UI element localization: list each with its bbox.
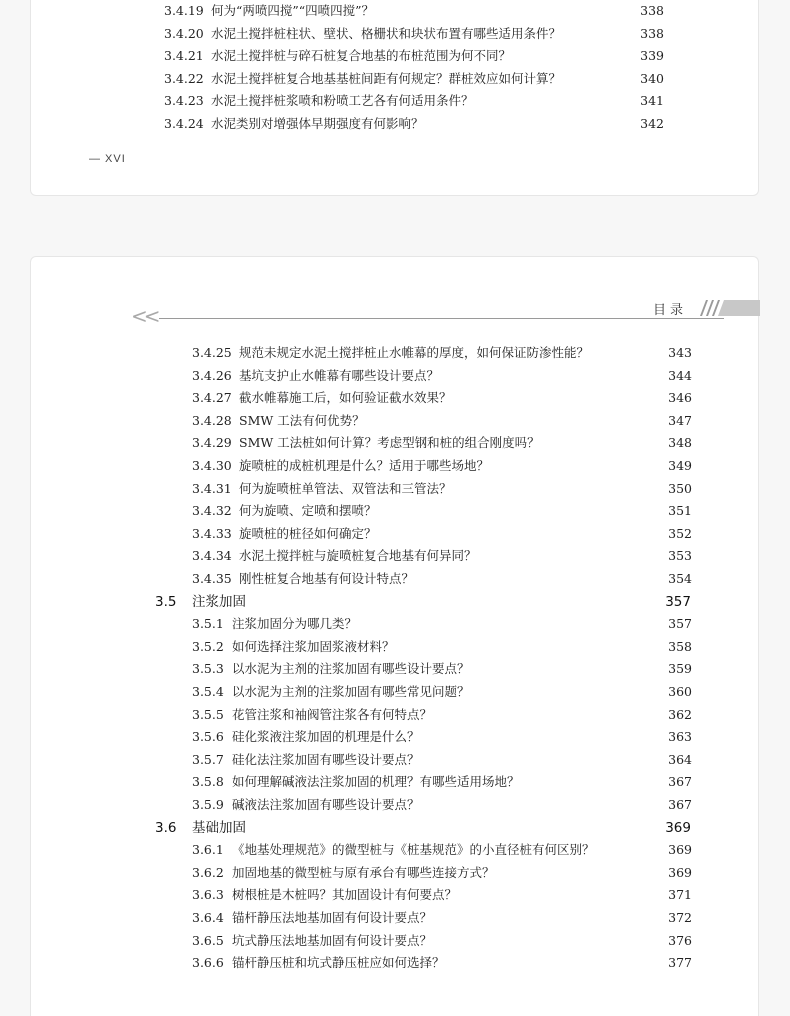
- toc-entry-row[interactable]: [192, 863, 692, 883]
- toc-entry-page: 357: [665, 593, 691, 610]
- toc-entry-page: 360: [668, 684, 692, 699]
- toc-entry-number: 3.6.4: [192, 910, 224, 925]
- toc-entry-title: 注浆加固分为哪几类？: [232, 616, 358, 632]
- toc-entry-row[interactable]: [192, 546, 692, 566]
- toc-entry-title: 坑式静压法地基加固有何设计要点？: [232, 932, 433, 948]
- toc-entry-page: 347: [668, 412, 692, 428]
- toc-entry-page: 362: [668, 706, 692, 722]
- toc-entry-page: 349: [668, 458, 692, 473]
- toc-entry-row[interactable]: [192, 501, 692, 521]
- toc-entry-number: 3.4.34: [192, 548, 232, 564]
- toc-entry-page: 358: [668, 638, 692, 654]
- toc-entry-page: 357: [668, 616, 692, 632]
- toc-entry-title: 硅化法注浆加固有哪些设计要点？: [232, 751, 420, 767]
- header-rule: [159, 318, 724, 319]
- toc-entry-number: 3.5.3: [192, 661, 224, 677]
- toc-entry-title: 何为“两喷四搅”“四喷四搅”？: [211, 3, 375, 18]
- toc-entry-title: 旋喷桩的成桩机理是什么？适用于哪些场地？: [239, 458, 490, 473]
- toc-entry-row[interactable]: [192, 456, 692, 476]
- toc-entry-number: 3.5.9: [192, 797, 224, 812]
- toc-entry-title: 《地基处理规范》的微型桩与《桩基规范》的小直径桩有何区别？: [232, 842, 595, 858]
- toc-entry-row[interactable]: [192, 524, 692, 544]
- toc-entry-row[interactable]: [192, 885, 692, 905]
- toc-entry-title: 以水泥为主剂的注浆加固有哪些设计要点？: [232, 661, 470, 677]
- toc-entry-page: 350: [668, 480, 692, 496]
- toc-entry-number: 3.5.2: [192, 638, 224, 654]
- toc-entry-row[interactable]: [192, 705, 692, 725]
- header-stripe-icon: [696, 300, 760, 316]
- toc-entry-title: 截水帷幕施工后，如何验证截水效果？: [239, 390, 452, 406]
- toc-entry-page: 359: [668, 661, 692, 677]
- toc-entry-page: 377: [668, 955, 692, 971]
- toc-entry-title: 水泥土搅拌桩复合地基基桩间距有何规定？群桩效应如何计算？: [211, 70, 562, 86]
- toc-entry-title: 如何选择注浆加固浆液材料？: [232, 638, 395, 654]
- toc-entry-number: 3.4.22: [164, 70, 204, 86]
- toc-entry-row[interactable]: [192, 750, 692, 770]
- toc-entry-number: 3.4.35: [192, 571, 232, 586]
- toc-entry-page: 340: [640, 70, 664, 86]
- toc-entry-page: 338: [640, 25, 664, 41]
- toc-entry-title: 何为旋喷、定喷和摆喷？: [239, 503, 377, 519]
- toc-entry-title: 花管注浆和袖阀管注浆各有何特点？: [232, 706, 433, 722]
- toc-entry-title: 以水泥为主剂的注浆加固有哪些常见问题？: [232, 684, 470, 699]
- toc-entry-title: 树根桩是木桩吗？其加固设计有何要点？: [232, 887, 458, 903]
- toc-entry-number: 3.4.30: [192, 458, 232, 473]
- toc-entry-page: 367: [668, 774, 692, 790]
- toc-entry-number: 3.5.8: [192, 774, 224, 790]
- toc-entry-page: 369: [668, 842, 692, 858]
- toc-entry-number: 3.4.24: [164, 116, 204, 131]
- toc-entry-row[interactable]: [192, 388, 692, 408]
- toc-entry-title: 刚性桩复合地基有何设计特点？: [239, 571, 415, 586]
- toc-entry-title: 水泥土搅拌桩柱状、壁状、格栅状和块状布置有哪些适用条件？: [211, 25, 562, 41]
- toc-entry-title: SMW 工法桩如何计算？考虑型钢和桩的组合刚度吗？: [239, 435, 540, 451]
- toc-entry-page: 342: [640, 116, 664, 131]
- toc-entry-row[interactable]: [192, 908, 692, 928]
- toc-page-lower: [30, 256, 759, 1016]
- toc-entry-number: 3.4.31: [192, 480, 232, 496]
- toc-entry-row[interactable]: [192, 772, 692, 792]
- toc-entry-title: 水泥土搅拌桩与旋喷桩复合地基有何异同？: [239, 548, 477, 564]
- toc-entry-page: 371: [668, 887, 692, 903]
- toc-entry-number: 3.4.33: [192, 525, 232, 541]
- toc-section-row[interactable]: [155, 592, 695, 612]
- toc-entry-title: 锚杆静压法地基加固有何设计要点？: [232, 910, 433, 925]
- toc-entry-row[interactable]: [192, 411, 692, 431]
- toc-entry-row[interactable]: [192, 637, 692, 657]
- toc-entry-page: 369: [668, 864, 692, 880]
- page-header-title: 目录: [653, 303, 688, 318]
- toc-entry-number: 3.5.7: [192, 751, 224, 767]
- toc-entry-row[interactable]: [192, 682, 692, 702]
- toc-entry-number: 3.4.27: [192, 390, 232, 406]
- toc-entry-title: 何为旋喷桩单管法、双管法和三管法？: [239, 480, 452, 496]
- toc-entry-title: 水泥土搅拌桩与碎石桩复合地基的布桩范围为何不同？: [211, 48, 512, 64]
- toc-entry-row[interactable]: [192, 433, 692, 453]
- toc-entry-row[interactable]: [192, 659, 692, 679]
- toc-entry-page: 353: [668, 548, 692, 564]
- toc-entry-row[interactable]: [192, 727, 692, 747]
- toc-entry-title: 硅化浆液注浆加固的机理是什么？: [232, 729, 420, 745]
- toc-entry-number: 3.6.6: [192, 955, 224, 971]
- toc-entry-row[interactable]: [192, 479, 692, 499]
- toc-entry-title: 旋喷桩的桩径如何确定？: [239, 525, 377, 541]
- toc-entry-title: 如何理解碱液法注浆加固的机理？有哪些适用场地？: [232, 774, 520, 790]
- toc-entry-number: 3.4.21: [164, 48, 204, 64]
- toc-section-row[interactable]: [155, 818, 695, 838]
- toc-entry-number: 3.6: [155, 819, 177, 836]
- toc-entry-row[interactable]: [192, 366, 692, 386]
- toc-entry-title: 基础加固: [192, 819, 246, 836]
- toc-entry-row[interactable]: [192, 569, 692, 589]
- toc-entry-page: 372: [668, 910, 692, 925]
- page-number-footer: — XVI: [89, 153, 126, 165]
- toc-entry-page: 352: [668, 525, 692, 541]
- toc-entry-title: 水泥类别对增强体早期强度有何影响？: [211, 116, 424, 131]
- toc-entry-number: 3.5.1: [192, 616, 224, 632]
- toc-entry-row[interactable]: [164, 91, 664, 111]
- toc-entry-row[interactable]: [192, 953, 692, 973]
- toc-entry-page: 341: [640, 93, 664, 109]
- toc-entry-row[interactable]: [192, 931, 692, 951]
- toc-entry-number: 3.4.32: [192, 503, 232, 519]
- toc-entry-page: 338: [640, 3, 664, 18]
- toc-entry-title: 加固地基的微型桩与原有承台有哪些连接方式？: [232, 864, 495, 880]
- toc-entry-page: 364: [668, 751, 692, 767]
- toc-entry-number: 3.4.28: [192, 412, 232, 428]
- toc-entry-row[interactable]: [164, 69, 664, 89]
- toc-entry-number: 3.6.2: [192, 864, 224, 880]
- toc-entry-row[interactable]: [164, 46, 664, 66]
- toc-entry-page: 344: [668, 367, 692, 383]
- toc-entry-number: 3.5.6: [192, 729, 224, 745]
- toc-entry-row[interactable]: [164, 24, 664, 44]
- toc-entry-title: 基坑支护止水帷幕有哪些设计要点？: [239, 367, 440, 383]
- toc-entry-number: 3.5.4: [192, 684, 224, 699]
- toc-entry-number: 3.4.23: [164, 93, 204, 109]
- toc-entry-number: 3.5.5: [192, 706, 224, 722]
- toc-entry-page: 348: [668, 435, 692, 451]
- toc-entry-row[interactable]: [192, 795, 692, 815]
- toc-entry-page: 339: [640, 48, 664, 64]
- toc-entry-number: 3.4.19: [164, 3, 204, 18]
- toc-entry-number: 3.6.1: [192, 842, 224, 858]
- toc-entry-title: SMW 工法有何优势？: [239, 412, 365, 428]
- toc-entry-title: 规范未规定水泥土搅拌桩止水帷幕的厚度，如何保证防渗性能？: [239, 345, 590, 360]
- toc-entry-number: 3.5: [155, 593, 177, 610]
- toc-entry-page: 354: [668, 571, 692, 586]
- toc-entry-row[interactable]: [164, 114, 664, 134]
- toc-entry-page: 369: [665, 819, 691, 836]
- toc-entry-page: 343: [668, 345, 692, 360]
- toc-entry-title: 注浆加固: [192, 593, 246, 610]
- toc-entry-title: 锚杆静压桩和坑式静压桩应如何选择？: [232, 955, 445, 971]
- toc-entry-page: 367: [668, 797, 692, 812]
- toc-entry-number: 3.4.26: [192, 367, 232, 383]
- toc-entry-row[interactable]: [192, 343, 692, 363]
- toc-entry-title: 碱液法注浆加固有哪些设计要点？: [232, 797, 420, 812]
- chevron-left-double-icon: <<: [131, 304, 157, 328]
- toc-entry-page: 351: [668, 503, 692, 519]
- toc-entry-row[interactable]: [192, 614, 692, 634]
- toc-entry-title: 水泥土搅拌桩浆喷和粉喷工艺各有何适用条件？: [211, 93, 474, 109]
- toc-entry-page: 376: [668, 932, 692, 948]
- toc-entry-number: 3.6.5: [192, 932, 224, 948]
- toc-entry-page: 363: [668, 729, 692, 745]
- toc-entry-number: 3.4.25: [192, 345, 232, 360]
- toc-entry-number: 3.4.29: [192, 435, 232, 451]
- toc-page-upper: [30, 0, 759, 196]
- toc-entry-page: 346: [668, 390, 692, 406]
- toc-entry-number: 3.6.3: [192, 887, 224, 903]
- toc-entry-number: 3.4.20: [164, 25, 204, 41]
- toc-entry-row[interactable]: [164, 1, 664, 21]
- toc-entry-row[interactable]: [192, 840, 692, 860]
